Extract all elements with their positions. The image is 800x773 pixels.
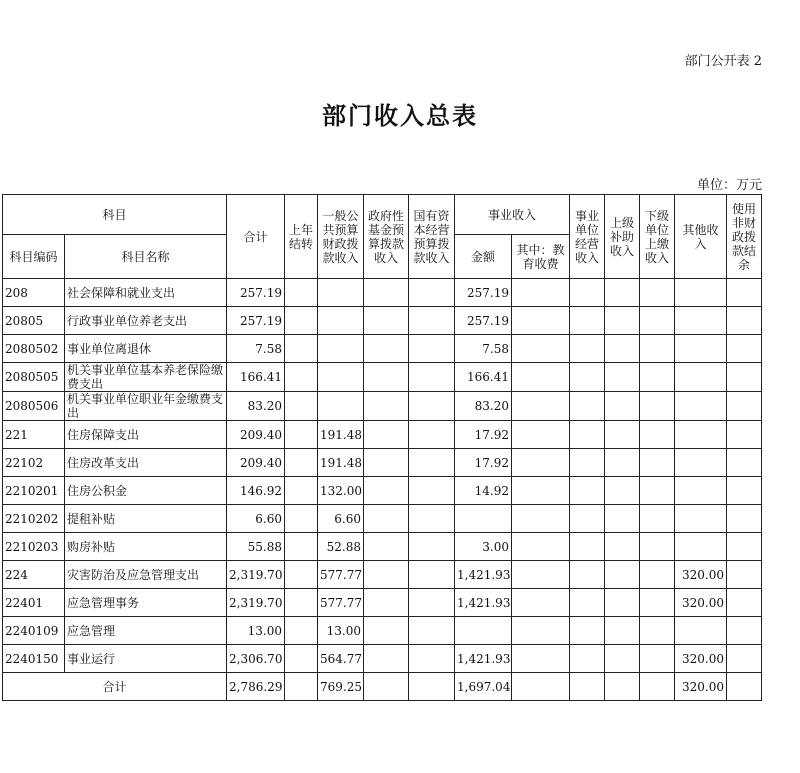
total-cell: 2,319.70 — [227, 589, 285, 617]
table-row — [3, 617, 762, 645]
general-budget-cell: 191.48 — [318, 421, 364, 449]
state-capital-cell — [409, 363, 455, 392]
superior-subsidy-cell — [605, 505, 640, 533]
total-row-carryover — [285, 673, 318, 701]
subject-name-cell: 事业运行 — [65, 645, 227, 673]
non-fiscal-balance-cell — [727, 617, 762, 645]
subordinate-payment-cell — [640, 589, 675, 617]
table-row — [3, 307, 762, 335]
business-unit-income-cell — [570, 561, 605, 589]
subject-code-cell: 2210201 — [3, 477, 65, 505]
subject-code-cell: 2210203 — [3, 533, 65, 561]
total-cell: 209.40 — [227, 449, 285, 477]
superior-subsidy-cell — [605, 307, 640, 335]
business-unit-income-cell — [570, 505, 605, 533]
header-business-income: 事业收入 — [455, 195, 570, 235]
business-unit-income-cell — [570, 533, 605, 561]
education-fee-cell — [512, 505, 570, 533]
business-unit-income-cell — [570, 449, 605, 477]
total-row-other: 320.00 — [675, 673, 727, 701]
state-capital-cell — [409, 617, 455, 645]
gov-fund-cell — [364, 589, 409, 617]
subordinate-payment-cell — [640, 617, 675, 645]
education-fee-cell — [512, 421, 570, 449]
table-row — [3, 279, 762, 307]
business-unit-income-cell — [570, 363, 605, 392]
business-amount-cell: 7.58 — [455, 335, 512, 363]
education-fee-cell — [512, 477, 570, 505]
non-fiscal-balance-cell — [727, 335, 762, 363]
other-income-cell — [675, 335, 727, 363]
total-cell: 2,306.70 — [227, 645, 285, 673]
business-amount-cell: 14.92 — [455, 477, 512, 505]
subject-name-cell: 住房改革支出 — [65, 449, 227, 477]
subordinate-payment-cell — [640, 421, 675, 449]
carryover-cell — [285, 392, 318, 421]
total-cell: 146.92 — [227, 477, 285, 505]
header-gov-fund: 政府性基金预算拨款收入 — [364, 195, 409, 279]
non-fiscal-balance-cell — [727, 561, 762, 589]
subject-code-cell: 2240150 — [3, 645, 65, 673]
non-fiscal-balance-cell — [727, 307, 762, 335]
subject-name-cell: 住房保障支出 — [65, 421, 227, 449]
subordinate-payment-cell — [640, 392, 675, 421]
total-cell: 13.00 — [227, 617, 285, 645]
gov-fund-cell — [364, 645, 409, 673]
general-budget-cell — [318, 279, 364, 307]
other-income-cell — [675, 617, 727, 645]
total-row-superior — [605, 673, 640, 701]
superior-subsidy-cell — [605, 477, 640, 505]
page-title: 部门收入总表 — [322, 101, 478, 130]
business-unit-income-cell — [570, 279, 605, 307]
total-row-label: 合计 — [3, 673, 227, 701]
table-row — [3, 505, 762, 533]
subject-code-cell: 208 — [3, 279, 65, 307]
state-capital-cell — [409, 561, 455, 589]
other-income-cell — [675, 421, 727, 449]
table-row — [3, 363, 762, 392]
gov-fund-cell — [364, 279, 409, 307]
state-capital-cell — [409, 477, 455, 505]
form-number: 部门公开表 2 — [684, 54, 762, 69]
other-income-cell — [675, 533, 727, 561]
subordinate-payment-cell — [640, 505, 675, 533]
total-row-state-capital — [409, 673, 455, 701]
gov-fund-cell — [364, 449, 409, 477]
state-capital-cell — [409, 505, 455, 533]
total-row-general: 769.25 — [318, 673, 364, 701]
subject-code-cell: 2080502 — [3, 335, 65, 363]
subordinate-payment-cell — [640, 335, 675, 363]
subject-name-cell: 机关事业单位基本养老保险缴费支出 — [65, 363, 227, 392]
subject-code-cell: 2210202 — [3, 505, 65, 533]
carryover-cell — [285, 589, 318, 617]
other-income-cell — [675, 363, 727, 392]
non-fiscal-balance-cell — [727, 505, 762, 533]
state-capital-cell — [409, 392, 455, 421]
state-capital-cell — [409, 307, 455, 335]
state-capital-cell — [409, 449, 455, 477]
business-amount-cell: 17.92 — [455, 421, 512, 449]
carryover-cell — [285, 307, 318, 335]
education-fee-cell — [512, 335, 570, 363]
total-row-non-fiscal — [727, 673, 762, 701]
business-amount-cell: 257.19 — [455, 279, 512, 307]
header-other-income: 其他收入 — [675, 195, 727, 279]
gov-fund-cell — [364, 477, 409, 505]
education-fee-cell — [512, 307, 570, 335]
general-budget-cell — [318, 307, 364, 335]
business-unit-income-cell — [570, 645, 605, 673]
education-fee-cell — [512, 363, 570, 392]
superior-subsidy-cell — [605, 421, 640, 449]
general-budget-cell — [318, 363, 364, 392]
general-budget-cell: 191.48 — [318, 449, 364, 477]
superior-subsidy-cell — [605, 279, 640, 307]
superior-subsidy-cell — [605, 617, 640, 645]
subordinate-payment-cell — [640, 477, 675, 505]
total-row-gov-fund — [364, 673, 409, 701]
total-cell: 6.60 — [227, 505, 285, 533]
header-subject-name: 科目名称 — [65, 235, 227, 279]
non-fiscal-balance-cell — [727, 363, 762, 392]
business-unit-income-cell — [570, 617, 605, 645]
subject-name-cell: 机关事业单位职业年金缴费支出 — [65, 392, 227, 421]
superior-subsidy-cell — [605, 561, 640, 589]
carryover-cell — [285, 421, 318, 449]
education-fee-cell — [512, 589, 570, 617]
other-income-cell — [675, 505, 727, 533]
general-budget-cell — [318, 392, 364, 421]
other-income-cell: 320.00 — [675, 561, 727, 589]
carryover-cell — [285, 363, 318, 392]
gov-fund-cell — [364, 505, 409, 533]
table-row — [3, 645, 762, 673]
carryover-cell — [285, 477, 318, 505]
superior-subsidy-cell — [605, 589, 640, 617]
education-fee-cell — [512, 392, 570, 421]
subject-name-cell: 应急管理事务 — [65, 589, 227, 617]
carryover-cell — [285, 645, 318, 673]
non-fiscal-balance-cell — [727, 477, 762, 505]
subordinate-payment-cell — [640, 561, 675, 589]
other-income-cell — [675, 392, 727, 421]
subject-name-cell: 提租补贴 — [65, 505, 227, 533]
header-state-capital: 国有资本经营预算拨款收入 — [409, 195, 455, 279]
business-unit-income-cell — [570, 421, 605, 449]
header-general-budget: 一般公共预算财政拨款收入 — [318, 195, 364, 279]
subject-code-cell: 22102 — [3, 449, 65, 477]
business-amount-cell — [455, 505, 512, 533]
other-income-cell: 320.00 — [675, 645, 727, 673]
total-row-subordinate — [640, 673, 675, 701]
general-budget-cell: 13.00 — [318, 617, 364, 645]
subject-code-cell: 224 — [3, 561, 65, 589]
non-fiscal-balance-cell — [727, 449, 762, 477]
table-row — [3, 421, 762, 449]
gov-fund-cell — [364, 561, 409, 589]
header-subordinate-payment: 下级单位上缴收入 — [640, 195, 675, 279]
table-row — [3, 561, 762, 589]
general-budget-cell: 577.77 — [318, 561, 364, 589]
subordinate-payment-cell — [640, 363, 675, 392]
subject-code-cell: 2080506 — [3, 392, 65, 421]
header-amount: 金额 — [455, 235, 512, 279]
total-row — [3, 673, 762, 701]
table-row — [3, 392, 762, 421]
superior-subsidy-cell — [605, 449, 640, 477]
subordinate-payment-cell — [640, 449, 675, 477]
superior-subsidy-cell — [605, 392, 640, 421]
gov-fund-cell — [364, 335, 409, 363]
header-subject: 科目 — [3, 195, 227, 235]
total-cell: 2,319.70 — [227, 561, 285, 589]
non-fiscal-balance-cell — [727, 589, 762, 617]
carryover-cell — [285, 335, 318, 363]
other-income-cell — [675, 477, 727, 505]
business-amount-cell: 17.92 — [455, 449, 512, 477]
subject-name-cell: 事业单位离退休 — [65, 335, 227, 363]
other-income-cell — [675, 307, 727, 335]
business-unit-income-cell — [570, 477, 605, 505]
subject-name-cell: 行政事业单位养老支出 — [65, 307, 227, 335]
subject-name-cell: 购房补贴 — [65, 533, 227, 561]
subject-code-cell: 20805 — [3, 307, 65, 335]
total-row-education-fee — [512, 673, 570, 701]
carryover-cell — [285, 449, 318, 477]
business-amount-cell: 1,421.93 — [455, 561, 512, 589]
gov-fund-cell — [364, 617, 409, 645]
business-unit-income-cell — [570, 335, 605, 363]
superior-subsidy-cell — [605, 335, 640, 363]
business-amount-cell: 257.19 — [455, 307, 512, 335]
state-capital-cell — [409, 279, 455, 307]
subject-code-cell: 2240109 — [3, 617, 65, 645]
state-capital-cell — [409, 589, 455, 617]
subordinate-payment-cell — [640, 307, 675, 335]
education-fee-cell — [512, 561, 570, 589]
carryover-cell — [285, 561, 318, 589]
gov-fund-cell — [364, 421, 409, 449]
unit-label: 单位：万元 — [696, 178, 762, 193]
non-fiscal-balance-cell — [727, 279, 762, 307]
state-capital-cell — [409, 645, 455, 673]
gov-fund-cell — [364, 392, 409, 421]
subject-code-cell: 22401 — [3, 589, 65, 617]
header-carryover: 上年结转 — [285, 195, 318, 279]
total-cell: 257.19 — [227, 279, 285, 307]
subject-name-cell: 社会保障和就业支出 — [65, 279, 227, 307]
income-summary-table — [2, 194, 762, 701]
non-fiscal-balance-cell — [727, 392, 762, 421]
carryover-cell — [285, 505, 318, 533]
business-unit-income-cell — [570, 589, 605, 617]
table-row — [3, 477, 762, 505]
general-budget-cell — [318, 335, 364, 363]
business-amount-cell: 166.41 — [455, 363, 512, 392]
state-capital-cell — [409, 335, 455, 363]
superior-subsidy-cell — [605, 533, 640, 561]
superior-subsidy-cell — [605, 363, 640, 392]
general-budget-cell: 52.88 — [318, 533, 364, 561]
total-row-total: 2,786.29 — [227, 673, 285, 701]
business-amount-cell: 83.20 — [455, 392, 512, 421]
total-cell: 83.20 — [227, 392, 285, 421]
header-non-fiscal-balance: 使用非财政拨款结余 — [727, 195, 762, 279]
header-row-1 — [3, 195, 762, 235]
table-row — [3, 533, 762, 561]
total-row-business: 1,697.04 — [455, 673, 512, 701]
subject-name-cell: 应急管理 — [65, 617, 227, 645]
superior-subsidy-cell — [605, 645, 640, 673]
state-capital-cell — [409, 421, 455, 449]
business-unit-income-cell — [570, 307, 605, 335]
carryover-cell — [285, 533, 318, 561]
subordinate-payment-cell — [640, 279, 675, 307]
business-unit-income-cell — [570, 392, 605, 421]
gov-fund-cell — [364, 307, 409, 335]
total-cell: 166.41 — [227, 363, 285, 392]
table-row — [3, 335, 762, 363]
total-cell: 257.19 — [227, 307, 285, 335]
subordinate-payment-cell — [640, 533, 675, 561]
header-subject-code: 科目编码 — [3, 235, 65, 279]
subject-code-cell: 2080505 — [3, 363, 65, 392]
header-of-which: 其中：教育收费 — [512, 235, 570, 279]
header-business-unit-income: 事业单位经营收入 — [570, 195, 605, 279]
education-fee-cell — [512, 449, 570, 477]
business-amount-cell: 1,421.93 — [455, 589, 512, 617]
total-cell: 209.40 — [227, 421, 285, 449]
state-capital-cell — [409, 533, 455, 561]
other-income-cell — [675, 449, 727, 477]
other-income-cell: 320.00 — [675, 589, 727, 617]
education-fee-cell — [512, 533, 570, 561]
subject-name-cell: 住房公积金 — [65, 477, 227, 505]
header-superior-subsidy: 上级补助收入 — [605, 195, 640, 279]
gov-fund-cell — [364, 533, 409, 561]
non-fiscal-balance-cell — [727, 645, 762, 673]
subject-name-cell: 灾害防治及应急管理支出 — [65, 561, 227, 589]
business-amount-cell: 1,421.93 — [455, 645, 512, 673]
non-fiscal-balance-cell — [727, 421, 762, 449]
education-fee-cell — [512, 617, 570, 645]
total-cell: 7.58 — [227, 335, 285, 363]
table-row — [3, 589, 762, 617]
table-row — [3, 449, 762, 477]
carryover-cell — [285, 617, 318, 645]
total-cell: 55.88 — [227, 533, 285, 561]
education-fee-cell — [512, 645, 570, 673]
subordinate-payment-cell — [640, 645, 675, 673]
gov-fund-cell — [364, 363, 409, 392]
general-budget-cell: 132.00 — [318, 477, 364, 505]
other-income-cell — [675, 279, 727, 307]
general-budget-cell: 564.77 — [318, 645, 364, 673]
business-amount-cell — [455, 617, 512, 645]
subject-code-cell: 221 — [3, 421, 65, 449]
general-budget-cell: 577.77 — [318, 589, 364, 617]
header-total: 合计 — [227, 195, 285, 279]
non-fiscal-balance-cell — [727, 533, 762, 561]
general-budget-cell: 6.60 — [318, 505, 364, 533]
total-row-business-unit — [570, 673, 605, 701]
carryover-cell — [285, 279, 318, 307]
business-amount-cell: 3.00 — [455, 533, 512, 561]
education-fee-cell — [512, 279, 570, 307]
